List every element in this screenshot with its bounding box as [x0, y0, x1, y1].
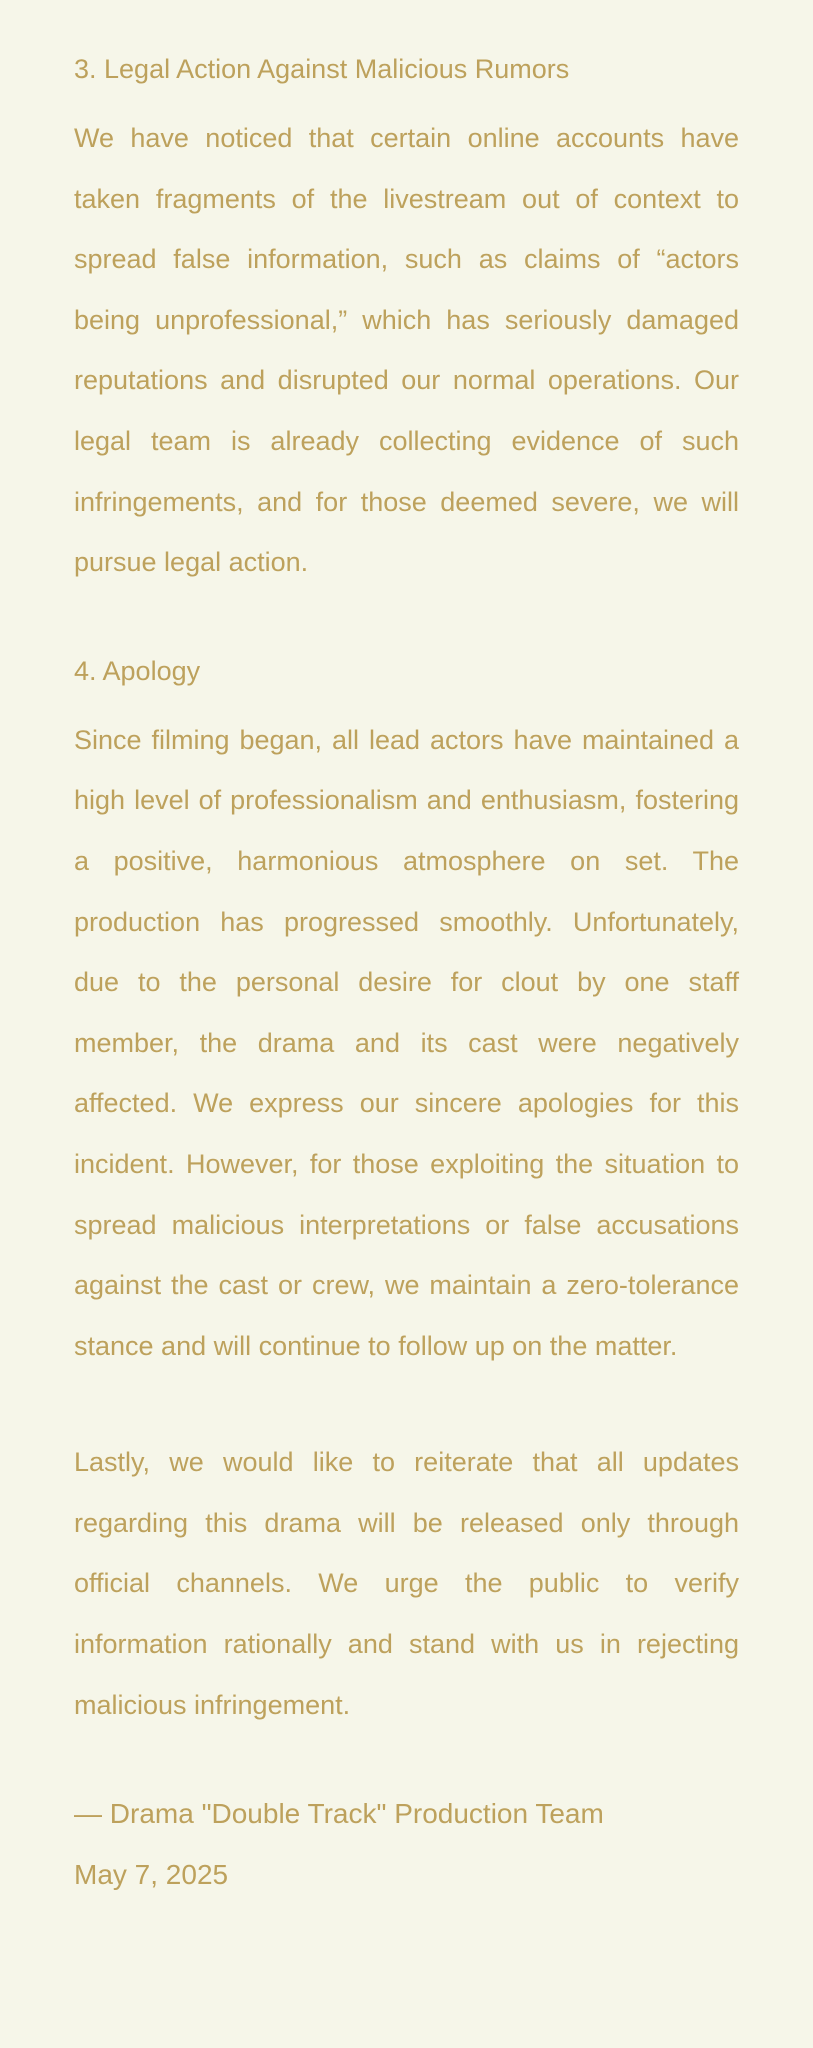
spacer — [74, 593, 739, 649]
spacer — [74, 1376, 739, 1432]
spacer — [74, 1735, 739, 1791]
signature: — Drama "Double Track" Production Team — [74, 1798, 604, 1830]
section-body: Since filming began, all lead actors have maintained a high level of professionalism and enthusiasm, fostering a positive, harmonious atmosphere on set. The production has progressed smoothly. Unfortunately, due to the personal desire for clout by one staff member, the drama and its cast were negatively affected. We express our sincere apologies for this incident. However, for those exploiting the situation to spread malicious interpretations or false accusations against the cast or crew, we maintain a zero-tolerance stance and will continue to follow up on the matter. — [74, 724, 739, 1361]
closing-paragraph: Lastly, we would like to reiterate that all updates regarding this drama will be released only through official channels. We urge the public to verify information rationally and stand with us in rejecting malicious infringement. — [74, 1447, 739, 1720]
statement-date: May 7, 2025 — [74, 1859, 229, 1891]
section-legal-action — [74, 47, 739, 593]
section-body: We have noticed that certain online accounts have taken fragments of the livestream out of context to spread false information, such as claims of “actors being unprofessional,” which has seriously damaged reputations and disrupted our normal operations. Our legal team is already collecting evidence of such infringements, and for those deemed severe, we will pursue legal action. — [74, 123, 739, 578]
section-heading: 3. Legal Action Against Malicious Rumors — [74, 54, 570, 84]
section-apology — [74, 649, 739, 1377]
section-heading: 4. Apology — [74, 655, 201, 686]
